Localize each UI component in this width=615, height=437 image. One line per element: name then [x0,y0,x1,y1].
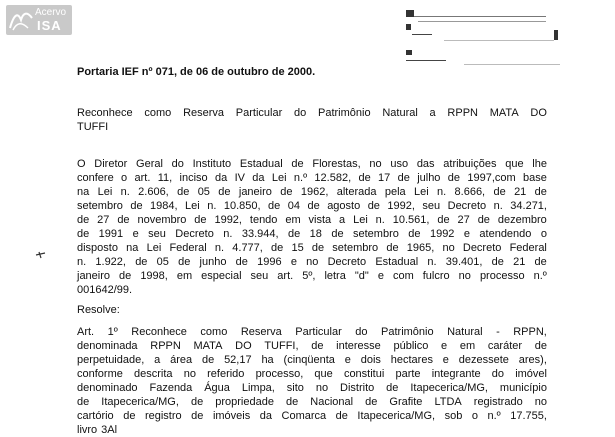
word: conforme [77,368,123,380]
word: de [130,200,143,212]
word: registrado [473,396,523,408]
word: n. [375,214,385,226]
word: no [369,158,382,170]
word: TUFFI, [264,340,299,352]
word: constitui [343,368,385,380]
word: de [386,382,399,394]
word: o [471,410,478,422]
word: disposto [77,242,118,254]
resolve-label: Resolve: [77,304,120,316]
word: a [429,107,436,119]
word: n. [427,256,437,268]
word: Lei [185,200,200,212]
word: 4.777, [232,242,263,254]
word: MATA [489,107,519,119]
word: de [77,214,90,226]
word: seu [250,270,269,282]
word: ares), [518,354,547,366]
word: Água [204,382,230,394]
word: inciso [179,172,208,184]
word: 05 [156,256,169,268]
word: como [200,326,228,338]
word: RPPN [447,107,478,119]
word: como [144,107,172,119]
word: município [499,382,547,394]
paragraph-line [77,353,547,367]
word: O [77,158,86,170]
word: de [191,410,204,422]
paragraph-line [77,367,547,381]
word: Federal [169,242,207,254]
word: 001642/99. [77,284,133,296]
word: denominada [77,340,138,352]
word: 17 [378,172,391,184]
word: 04 [287,200,300,212]
word: denominado [77,382,138,394]
word: imóvel [515,368,547,380]
paragraph-line [77,199,547,213]
word: IV [234,172,245,184]
word: janeiro [238,186,272,198]
document-title: Portaria IEF nº 071, de 06 de outubro de 2000. [77,66,316,78]
word: 10.850, [223,200,261,212]
acervo-isa-logo [6,5,72,35]
word: confere [77,172,114,184]
word: de [117,214,130,226]
word: letra [324,270,346,282]
word: e [132,228,139,240]
word: hectares [390,354,433,366]
word: 1992, [214,214,242,226]
word: art. [277,270,294,282]
word: fulcro [422,270,450,282]
word: do [294,107,307,119]
word: 27 [457,214,470,226]
word: em [459,340,476,352]
word: imóveis [212,410,251,422]
word: agosto [327,200,361,212]
word: n. [120,186,130,198]
word: de [358,172,371,184]
paragraph-line [77,381,547,395]
word: de [307,200,320,212]
word: n. [214,242,225,254]
word: de [190,396,204,408]
summary-line [77,120,547,134]
word: 21 [514,186,527,198]
word: no [306,256,319,268]
logo-text-acervo: Acervo [35,7,67,18]
word: Itapecerica/MG, [101,396,179,408]
word: 1º [107,326,118,338]
word: de [194,214,207,226]
word: caráter [487,340,523,352]
word: "d" [354,270,369,282]
word: n.º [533,270,547,282]
paragraph-line [77,255,547,269]
word: de [201,354,215,366]
word: de [77,396,90,408]
word: Limpa, [241,382,275,394]
word: de [311,242,325,254]
word: público [393,340,429,352]
word: Lei [413,186,429,198]
word: Itapecerica/MG, [410,382,488,394]
word: de [280,186,293,198]
word: Distrito [340,382,375,394]
word: Decreto [462,242,502,254]
preamble-paragraph [77,157,547,297]
word: 1992 [429,228,455,240]
word: TUFFI [77,121,109,133]
word: o [540,228,547,240]
word: e [290,256,297,268]
word: livro [77,424,98,436]
word: de [408,228,421,240]
word: da [252,172,265,184]
word: 8.666, [454,186,486,198]
word: Decreto [447,200,487,212]
word: Lei [97,186,113,198]
word: de [178,256,191,268]
word: na [77,186,90,198]
word: Decreto [175,228,214,240]
word: de [77,228,90,240]
word: referido [207,368,245,380]
word: de [311,340,324,352]
word: e [344,354,351,366]
word: 10.561, [392,214,430,226]
word: com [392,270,414,282]
word: e [377,270,384,282]
word: de [534,256,547,268]
word: Estadual [239,158,283,170]
word: no [458,270,471,282]
word: LTDA [434,396,462,408]
word: alterada [336,186,377,198]
word: Natural [447,326,483,338]
word: Lei [271,172,287,184]
paragraph-line [77,269,547,283]
word: setembro [77,200,123,212]
word: Reserva [183,107,225,119]
word: Lei [146,242,162,254]
word: n. [437,186,447,198]
word: atendendo [479,228,532,240]
word: de [119,270,132,282]
word: n.º [293,172,308,184]
word: no [534,396,547,408]
word: 39.401, [445,256,483,268]
word: da [214,172,228,184]
word: de [287,228,301,240]
word: Instituto [192,158,232,170]
word: setembro [353,228,399,240]
word: Lei [353,214,368,226]
word: Reconhece [77,107,133,119]
word: junho [199,256,227,268]
word: seu [422,200,441,212]
word: Art. [77,326,95,338]
word: ha [261,354,274,366]
word: 05 [197,186,210,198]
word: da [259,410,272,422]
word: dois [360,354,381,366]
word: n. [77,256,87,268]
word: de [285,396,299,408]
word: em [176,270,193,282]
word: na [126,242,139,254]
word: Reconhece [131,326,187,338]
word: registro [144,410,182,422]
word: Nacional [310,396,354,408]
word: de [235,256,248,268]
word: cartório [77,410,114,422]
word: de [268,200,281,212]
word: Diretor [94,158,128,170]
word: DO [530,107,547,119]
word: a [154,354,161,366]
word: Reserva [240,326,282,338]
word: de [447,172,461,184]
word: Patrimônio [381,326,434,338]
word: 21 [513,256,526,268]
word: n. [223,228,233,240]
word: 1992, [387,200,415,212]
word: de [534,186,547,198]
word: de [331,228,344,240]
word: das [416,158,435,170]
word: e [441,340,448,352]
word: RPPN [150,340,181,352]
word: 12.582, [314,172,352,184]
word: 15 [291,242,304,254]
word: n. [493,200,503,212]
word: n.º [487,410,501,422]
word: de [397,172,410,184]
word: de [291,158,304,170]
word: de [365,396,378,408]
word: 1965, [406,242,435,254]
word: Federal [509,242,547,254]
word: n. [207,200,217,212]
word: de [367,200,380,212]
word: de [177,186,190,198]
summary-line [77,106,547,120]
word: integrante [431,368,481,380]
word: dezessete [458,354,509,366]
word: vista [308,214,332,226]
word: Natural [382,107,418,119]
word: MATA [193,340,223,352]
word: de [123,410,136,422]
word: de [271,242,284,254]
word: novembro [137,214,187,226]
paragraph-line [77,227,547,241]
word: tendo [249,214,278,226]
word: interesse [336,340,381,352]
word: Grafite [389,396,423,408]
word: 11, [157,172,173,184]
word: 17.755, [510,410,547,422]
word: 52,17 [224,354,252,366]
paragraph-line [77,157,547,171]
paragraph-line [77,423,547,437]
illegible-stamp [404,8,564,70]
word: dezembro [497,214,547,226]
paragraph-line [77,283,547,297]
word: Patrimônio [318,107,371,119]
word: área [170,354,193,366]
word: 27 [97,214,110,226]
word: 34.271, [510,200,547,212]
word: sob [444,410,463,422]
word: do [355,326,368,338]
word: 1997,com [467,172,516,184]
word: 3Al [101,424,118,436]
paragraph-line [77,409,547,423]
word: de [437,214,450,226]
word: seu [148,228,166,240]
word: atribuições [443,158,497,170]
word: de [534,340,547,352]
word: Comarca [281,410,327,422]
word: de [491,256,504,268]
word: pela [384,186,406,198]
word: que [314,368,333,380]
word: processo, [255,368,304,380]
word: no [315,382,329,394]
word: parte [395,368,421,380]
paragraph-line [77,171,547,185]
word: Geral [136,158,163,170]
word: de [477,214,490,226]
word: Itapecerica/MG, [357,410,436,422]
word: Fazenda [149,382,193,394]
word: (cinqüenta [283,354,335,366]
word: base [522,172,547,184]
word: janeiro [77,270,111,282]
paragraph-line [77,325,547,339]
word: RPPN, [513,326,547,338]
word: de [335,410,348,422]
word: Decreto [327,256,367,268]
word: 1998, [140,270,168,282]
logo-emblem-icon [8,8,34,32]
word: julho [417,172,441,184]
word: do [171,158,184,170]
word: no [442,242,455,254]
logo-text-isa: ISA [37,18,62,33]
word: descrita [134,368,173,380]
word: setembro [332,242,379,254]
word: Particular [235,107,283,119]
word: - [496,326,500,338]
paragraph-line [77,213,547,227]
word: 33.944, [241,228,279,240]
word: Florestas, [312,158,361,170]
word: e [463,228,470,240]
word: 18 [309,228,322,240]
word: sito [286,382,304,394]
word: 1962, [300,186,329,198]
word: DO [235,340,252,352]
word: de [135,256,148,268]
word: propriedade [215,396,274,408]
word: que [505,158,524,170]
word: em [285,214,301,226]
paragraph-line [77,185,547,199]
word: de [386,242,399,254]
paragraph-line [77,395,547,409]
word: do [491,368,505,380]
word: 2.606, [138,186,169,198]
margin-mark [35,250,47,260]
article-1-paragraph [77,325,547,437]
word: processo [479,270,525,282]
word: Estadual [375,256,419,268]
word: lhe [532,158,547,170]
word: a [339,214,346,226]
word: 5º, [302,270,316,282]
word: uso [390,158,409,170]
word: e [442,354,449,366]
word: 1991 [98,228,124,240]
paragraph-line [77,339,547,353]
word: especial [201,270,242,282]
word: art. [134,172,151,184]
word: o [121,172,128,184]
paragraph-line [77,241,547,255]
word: de [218,186,231,198]
word: no [183,368,196,380]
word: Particular [295,326,342,338]
word: perpetuidade, [77,354,145,366]
word: de [493,186,506,198]
document-summary [77,106,547,134]
word: 1996 [257,256,282,268]
word: 1.922, [95,256,126,268]
word: 1984, [150,200,178,212]
